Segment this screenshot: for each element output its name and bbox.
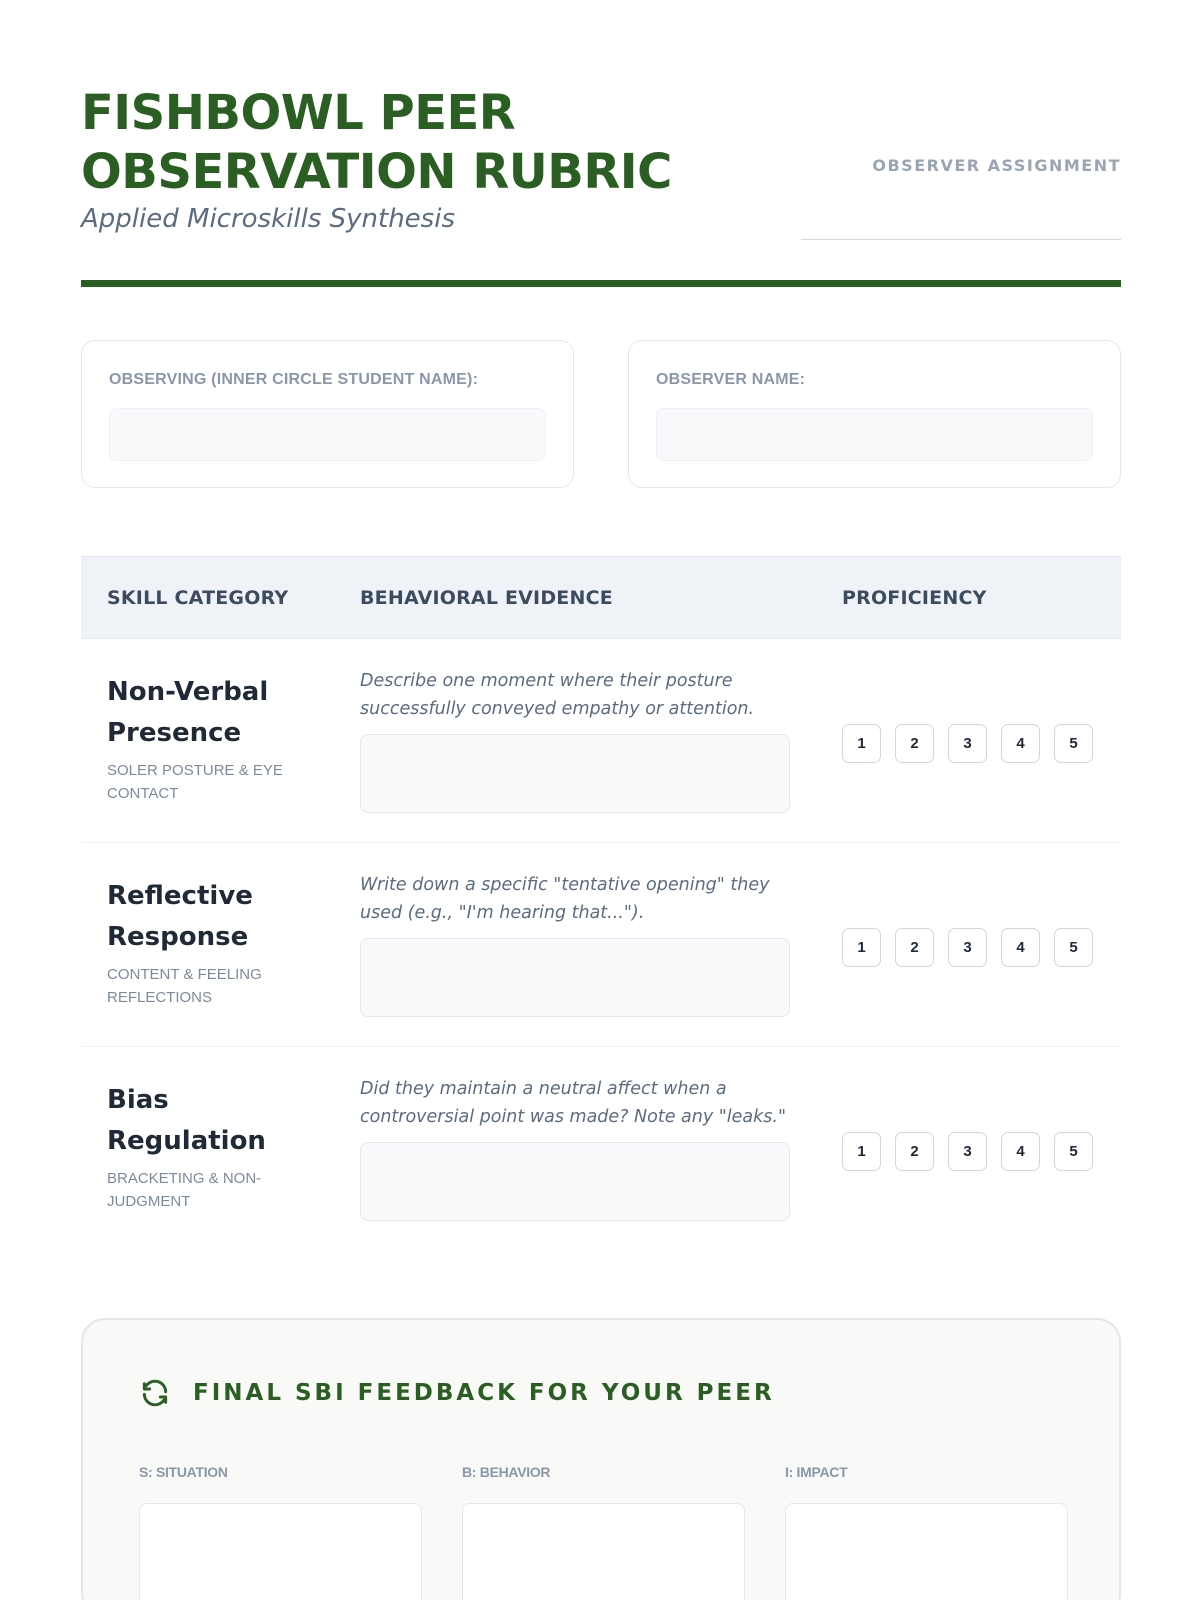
- proficiency-scale: [842, 1132, 1093, 1171]
- observer-assignment: [801, 156, 1121, 175]
- sbi-title: FINAL SBI FEEDBACK FOR YOUR PEER: [193, 1380, 775, 1406]
- evidence-prompt: Describe one moment where their posture successfully conveyed empathy or attention.: [360, 671, 755, 719]
- observing-card: [81, 340, 574, 488]
- page-header: [81, 0, 1121, 287]
- name-section: [81, 340, 1121, 490]
- score-button-4[interactable]: 4: [1001, 1132, 1040, 1171]
- page-title: FISHBOWL PEER OBSERVATION RUBRIC: [81, 85, 672, 200]
- evidence-input[interactable]: [360, 1142, 790, 1221]
- score-button-1[interactable]: 1: [842, 724, 881, 763]
- evidence-prompt: Did they maintain a neutral affect when a controversial point was made? Note any "leaks.": [360, 1079, 787, 1127]
- score-button-2[interactable]: 2: [895, 928, 934, 967]
- situation-input[interactable]: [139, 1503, 422, 1600]
- page-subtitle: Applied Microskills Synthesis: [81, 204, 455, 234]
- skill-name: Non-Verbal Presence: [107, 677, 269, 748]
- header-divider: [81, 280, 1121, 287]
- impact-input[interactable]: [785, 1503, 1068, 1600]
- header-skill-category: SKILL CATEGORY: [107, 587, 289, 609]
- behavior-label: B: BEHAVIOR: [462, 1464, 551, 1480]
- proficiency-scale: [842, 928, 1093, 967]
- evidence-input[interactable]: [360, 938, 790, 1017]
- header-proficiency: PROFICIENCY: [842, 587, 987, 609]
- evidence-input[interactable]: [360, 734, 790, 813]
- situation-label: S: SITUATION: [139, 1464, 228, 1480]
- table-header: [81, 556, 1121, 639]
- proficiency-scale: [842, 724, 1093, 763]
- behavior-input[interactable]: [462, 1503, 745, 1600]
- refresh-icon: [139, 1377, 171, 1409]
- observer-card: [628, 340, 1121, 488]
- observing-name-input[interactable]: [109, 408, 546, 461]
- observer-assignment-label: OBSERVER ASSIGNMENT: [872, 156, 1121, 175]
- score-button-5[interactable]: 5: [1054, 928, 1093, 967]
- score-button-4[interactable]: 4: [1001, 928, 1040, 967]
- impact-label: I: IMPACT: [785, 1464, 848, 1480]
- observer-assignment-field[interactable]: [801, 239, 1121, 240]
- table-row: [81, 1047, 1121, 1251]
- sbi-header: [139, 1377, 775, 1409]
- skill-subtitle: CONTENT & FEELING REFLECTIONS: [107, 966, 262, 1006]
- observing-label: OBSERVING (INNER CIRCLE STUDENT NAME):: [109, 371, 479, 388]
- score-button-3[interactable]: 3: [948, 1132, 987, 1171]
- skill-subtitle: SOLER POSTURE & EYE CONTACT: [107, 762, 283, 802]
- score-button-2[interactable]: 2: [895, 1132, 934, 1171]
- observer-label: OBSERVER NAME:: [656, 371, 806, 388]
- skill-subtitle: BRACKETING & NON-JUDGMENT: [107, 1170, 262, 1210]
- table-row: [81, 639, 1121, 843]
- skill-name: Bias Regulation: [107, 1085, 266, 1156]
- evidence-prompt: Write down a specific "tentative opening" they used (e.g., "I'm hearing that...").: [360, 875, 770, 923]
- observer-name-input[interactable]: [656, 408, 1093, 461]
- score-button-5[interactable]: 5: [1054, 724, 1093, 763]
- rubric-page: [81, 0, 1121, 1480]
- score-button-2[interactable]: 2: [895, 724, 934, 763]
- sbi-situation: [139, 1464, 422, 1600]
- table-row: [81, 843, 1121, 1047]
- score-button-1[interactable]: 1: [842, 1132, 881, 1171]
- sbi-behavior: [462, 1464, 745, 1600]
- sbi-impact: [785, 1464, 1068, 1600]
- score-button-5[interactable]: 5: [1054, 1132, 1093, 1171]
- score-button-3[interactable]: 3: [948, 928, 987, 967]
- sbi-feedback-card: [81, 1318, 1121, 1600]
- skill-name: Reflective Response: [107, 881, 253, 952]
- score-button-3[interactable]: 3: [948, 724, 987, 763]
- score-button-4[interactable]: 4: [1001, 724, 1040, 763]
- rubric-table: [81, 556, 1121, 1251]
- score-button-1[interactable]: 1: [842, 928, 881, 967]
- header-behavioral-evidence: BEHAVIORAL EVIDENCE: [360, 587, 613, 609]
